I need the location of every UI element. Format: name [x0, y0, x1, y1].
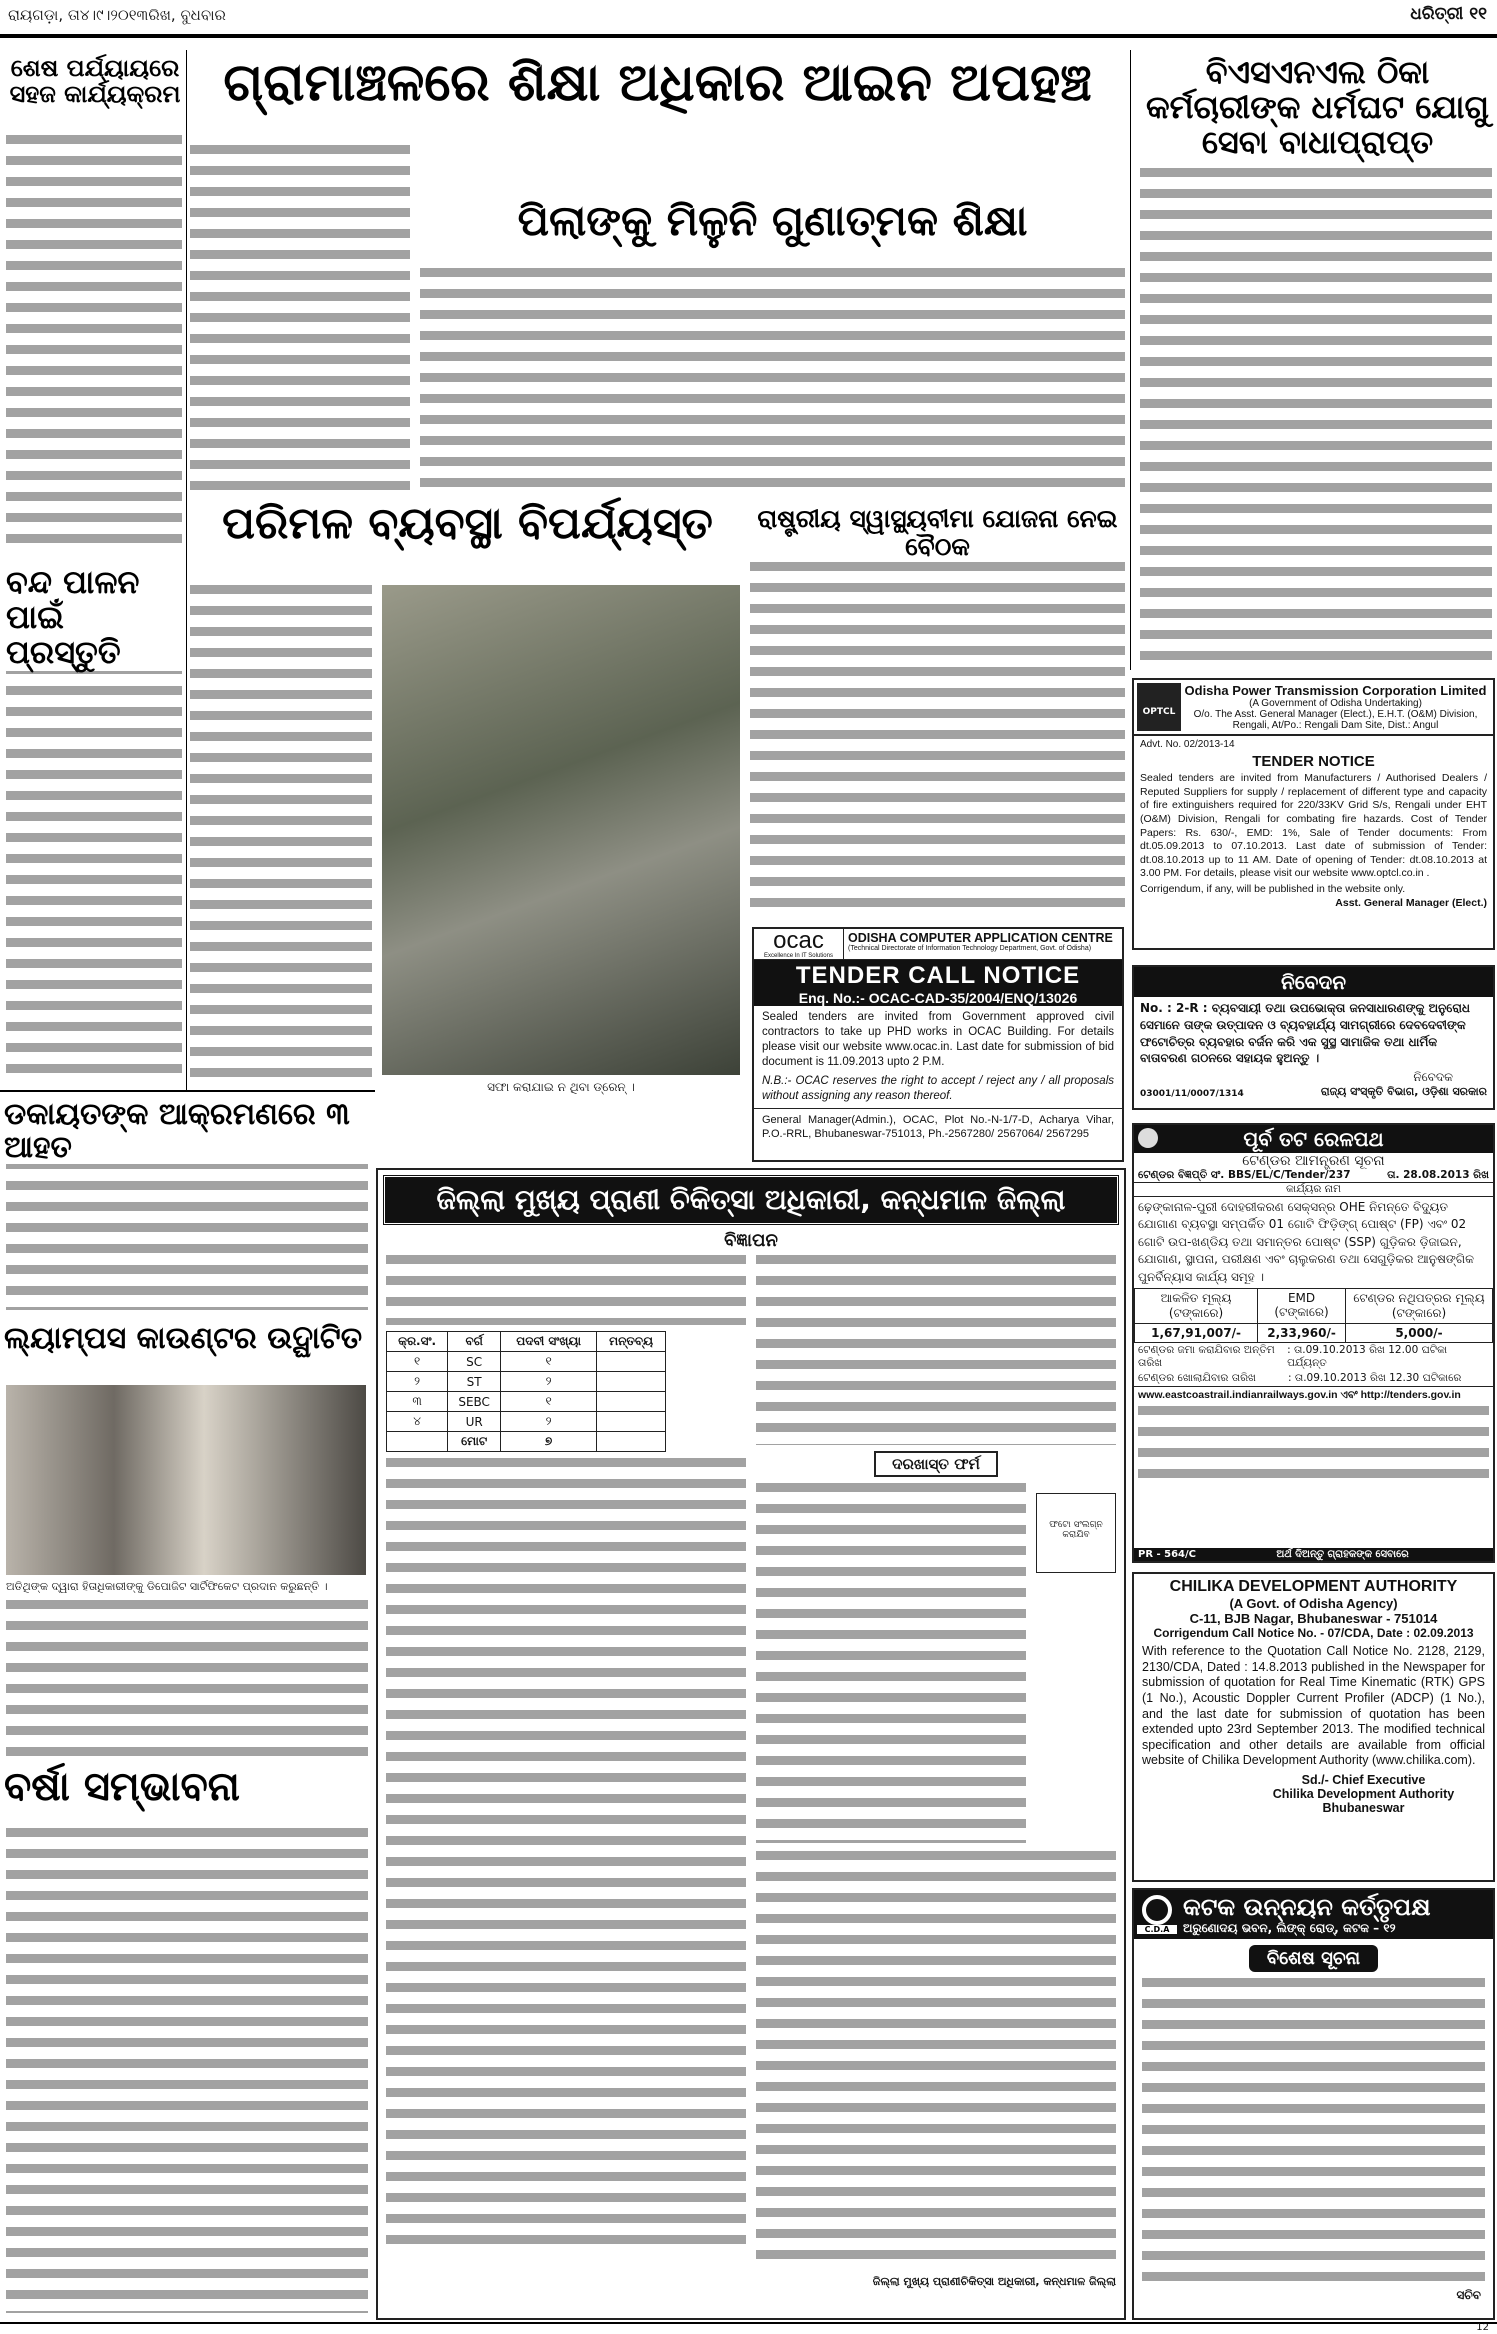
- td: ୧: [501, 1352, 597, 1372]
- ocac-enq: Enq. No.:- OCAC-CAD-35/2004/ENQ/13026: [798, 990, 1078, 1006]
- district-title: ଜିଲ୍ଲା ମୁଖ୍ୟ ପ୍ରାଣୀ ଚିକିତ୍ସା ଅଧିକାରୀ, କନ୍ଧମାଳ ଜିଲ୍ଲା: [382, 1174, 1120, 1226]
- railway-open-label: ଟେଣ୍ଡର ଖୋଲାଯିବାର ତାରିଖ: [1138, 1371, 1256, 1384]
- main-subheadline: ପିଲାଙ୍କୁ ମିଳୁନି ଗୁଣାତ୍ମକ ଶିକ୍ଷା: [420, 198, 1125, 244]
- ad-body: [386, 1255, 746, 1325]
- headline-health: ରାଷ୍ଟ୍ରୀୟ ସ୍ୱାସ୍ଥ୍ୟବୀମା ଯୋଜନା ନେଇ ବୈଠକ: [750, 505, 1125, 560]
- railway-work: ଢ଼େଙ୍କାନାଳ-ପୁରୀ ଦୋହରୀକରଣ ସେକ୍ସନ୍‌ର OHE ନିମନ୍ତେ ବିଦ୍ୟୁତ ଯୋଗାଣ ବ୍ୟବସ୍ଥା ସମ୍ପର୍କିତ 01 ଗୋଟି ଫିଡ଼ିଙ୍ଗ୍ ପୋଷ୍ଟ (FP) ଏବଂ 02 ଗୋଟି ଉପ-ଖଣ୍ଡିୟ ତଥା ସମାନ୍ତର ପୋଷ୍ଟ (SSP) ଗୁଡ଼ିକର ଡ଼ିଜାଇନ, ଯୋଗାଣ, ସ୍ଥାପନା, ପରୀକ୍ଷଣ ଏବଂ ଚାଲୁକରଣ ତଥା ସେଗୁଡ଼ିକର ଆନୁଷଙ୍ଗିକ ପୁନର୍ବିନ୍ୟାସ କାର୍ଯ୍ୟ ସମୂହ ।: [1138, 1200, 1474, 1284]
- railway-close-value: : ତା.09.10.2013 ରିଖ 12.00 ଘଟିକା ପର୍ଯ୍ୟନ୍ତ: [1287, 1343, 1448, 1369]
- nivedan-dept: ରାଜ୍ୟ ସଂସ୍କୃତି ବିଭାଗ, ଓଡ଼ିଶା ସରକାର: [1320, 1085, 1487, 1099]
- railway-footer: ଅର୍ଥ ଦିଅନ୍ତୁ ଗ୍ରାହକଙ୍କ ସେବାରେ: [1276, 1549, 1409, 1560]
- nivedan-title: ନିବେଦନ: [1134, 967, 1493, 997]
- railway-open-value: : ତା.09.10.2013 ରିଖ 12.30 ଘଟିକାରେ: [1288, 1371, 1462, 1384]
- cda-ad: [1132, 1888, 1495, 2320]
- lamps-photo: [6, 1385, 366, 1575]
- nivedan-body: No. : 2-R : ବ୍ୟବସାୟୀ ତଥା ଉପଭୋକ୍ତା ଜନସାଧାରଣଙ୍କୁ ଅନୁରୋଧ ସେମାନେ ତାଙ୍କ ଉତ୍ପାଦନ ଓ ବ୍ୟବହାର୍ଯ୍ୟ ସାମଗ୍ରୀରେ ଦେବଦେବୀଙ୍କ ଫଟୋଚିତ୍ର ବ୍ୟବହାର ବର୍ଜନ କରି ଏକ ସୁସ୍ଥ ସାମାଜିକ ତଥା ଧାର୍ମିକ ବାତାବରଣ ଗଠନରେ ସହାୟକ ହୁଅନ୍ତୁ ।: [1140, 1001, 1470, 1066]
- footer-rule: [0, 2322, 1497, 2324]
- th: କ୍ର.ସଂ.: [387, 1332, 448, 1352]
- optcl-logo: OPTCL: [1137, 683, 1181, 731]
- th: ଟେଣ୍ଡର ନଥିପତ୍ରର ମୂଲ୍ୟ (ଟଙ୍କାରେ): [1346, 1288, 1493, 1323]
- td: [597, 1412, 666, 1432]
- nivedan-sign: ନିବେଦକ: [1413, 1070, 1453, 1085]
- article-body: [1140, 168, 1492, 668]
- ocac-name: ODISHA COMPUTER APPLICATION CENTRE: [848, 931, 1113, 945]
- page-label: ଧରିତ୍ରୀ ୧୧: [1410, 4, 1487, 24]
- th: ବର୍ଗ: [448, 1332, 501, 1352]
- td: ୨: [501, 1412, 597, 1432]
- headline-rain: ବର୍ଷା ସମ୍ଭାବନା: [4, 1765, 374, 1809]
- td: SEBC: [448, 1392, 501, 1412]
- railway-web-link[interactable]: www.eastcoastrail.indianrailways.gov.in ଏବଂ http://tenders.gov.in: [1138, 1388, 1461, 1401]
- chilika-notice: Corrigendum Call Notice No. - 07/CDA, Date : 02.09.2013: [1153, 1626, 1474, 1640]
- railway-logo-icon: [1138, 1128, 1158, 1148]
- ocac-tender-ad: [752, 927, 1124, 1162]
- form-title: ଦରଖାସ୍ତ ଫର୍ମ: [874, 1451, 998, 1477]
- th: ପଦବୀ ସଂଖ୍ୟା: [501, 1332, 597, 1352]
- chilika-sub: (A Govt. of Odisha Agency): [1229, 1596, 1398, 1611]
- article-body: [6, 1160, 368, 1310]
- optcl-title: TENDER NOTICE: [1252, 753, 1375, 770]
- cda-notice-title: ବିଶେଷ ସୂଚନା: [1249, 1945, 1378, 1972]
- main-headline: ଗ୍ରାମାଞ୍ଚଳରେ ଶିକ୍ଷା ଅଧିକାର ଆଇନ ଅପହଞ୍ଚ: [190, 55, 1125, 112]
- page-number: 12: [1476, 2322, 1489, 2333]
- posts-table: [386, 1331, 666, 1452]
- td: [597, 1352, 666, 1372]
- photo-caption: ସଫା କରାଯାଇ ନ ଥିବା ଡ୍ରେନ୍ ।: [487, 1080, 635, 1094]
- section-divider: [0, 1090, 375, 1092]
- td: SC: [448, 1352, 501, 1372]
- td: ୧: [387, 1352, 448, 1372]
- ocac-address: General Manager(Admin.), OCAC, Plot No.-N-1/7-D, Acharya Vihar, P.O.-RRL, Bhubaneswar-751013, Ph.-2567280/ 2567064/ 2567295: [754, 1108, 1122, 1146]
- td: ୧: [501, 1392, 597, 1412]
- railway-code: PR - 564/C: [1138, 1549, 1197, 1560]
- masthead-rule: [0, 34, 1497, 38]
- ocac-nb: N.B.:- OCAC reserves the right to accept / reject any / all proposals without assigning any reason thereof.: [762, 1074, 1114, 1102]
- railway-date: ତା. 28.08.2013 ରିଖ: [1387, 1169, 1489, 1181]
- td: [597, 1432, 666, 1452]
- headline-sanitation: ପରିମଳ ବ୍ୟବସ୍ଥା ବିପର୍ଯ୍ୟସ୍ତ: [190, 500, 745, 548]
- article-body: [420, 268, 1125, 490]
- optcl-name: Odisha Power Transmission Corporation Limited: [1184, 683, 1487, 698]
- railway-subtitle: ଟେଣ୍ଡର ଆମନ୍ତ୍ରଣ ସୂଚନା: [1242, 1153, 1385, 1169]
- article-body: [190, 145, 410, 490]
- chilika-address: C-11, BJB Nagar, Bhubaneswar - 751014: [1189, 1611, 1438, 1626]
- td: [597, 1392, 666, 1412]
- railway-cost-table: [1134, 1288, 1493, 1343]
- article-body: [190, 585, 372, 1085]
- article-body: [6, 1600, 368, 1760]
- cda-logo-text: C.D.A: [1137, 1925, 1177, 1934]
- district-subtitle: ବିଜ୍ଞାପନ: [724, 1230, 778, 1251]
- td: [597, 1372, 666, 1392]
- ocac-logo: ocac: [773, 927, 824, 954]
- photo-box: ଫଟୋ ସଂଲଗ୍ନ କରାଯିବ: [1036, 1493, 1116, 1573]
- td: 1,67,91,007/-: [1135, 1323, 1258, 1342]
- ocac-sub: (Technical Directorate of Information Technology Department, Govt. of Odisha): [848, 945, 1092, 952]
- ad-body: [756, 1255, 1116, 1445]
- th: ମନ୍ତବ୍ୟ: [597, 1332, 666, 1352]
- td: [387, 1432, 448, 1452]
- ad-body: [386, 1458, 746, 2248]
- optcl-office: O/o. The Asst. General Manager (Elect.), E.H.T. (O&M) Division, Rengali, At/Po.: Rengali Dam Site, Dist.: Angul: [1193, 709, 1478, 731]
- cda-title: କଟକ ଉନ୍ନୟନ କର୍ତ୍ତୃପକ୍ଷ: [1183, 1893, 1431, 1921]
- headline-left-top: ଶେଷ ପର୍ଯ୍ୟାୟରେ ସହଜ କାର୍ଯ୍ୟକ୍ରମ: [6, 55, 184, 108]
- railway-tender-ad: [1132, 1123, 1495, 1563]
- td: UR: [448, 1412, 501, 1432]
- district-sign: ଜିଲ୍ଲା ମୁଖ୍ୟ ପ୍ରାଣୀଚିକିତ୍ସା ଅଧିକାରୀ, କନ୍ଧମାଳ ଜିଲ୍ଲା: [872, 2275, 1116, 2288]
- railway-work-label: କାର୍ଯ୍ୟର ନାମ: [1134, 1183, 1493, 1197]
- article-body: [6, 135, 182, 555]
- district-vet-ad: [376, 1168, 1126, 2320]
- article-body: [750, 562, 1125, 918]
- column-divider: [1130, 50, 1131, 670]
- cda-address: ଅରୁଣୋଦୟ ଭବନ, ଲିଙ୍କ୍ ରୋଡ୍, କଟକ – ୧୨: [1183, 1921, 1396, 1935]
- td: 2,33,960/-: [1258, 1323, 1346, 1342]
- td: ST: [448, 1372, 501, 1392]
- railway-body: [1138, 1406, 1489, 1486]
- headline-dacoits: ଡକାୟତଙ୍କ ଆକ୍ରମଣରେ ୩ ଆହତ: [4, 1098, 374, 1164]
- headline-lamps: ଲ୍ୟାମ୍ପସ କାଉଣ୍ଟର ଉଦ୍ଘାଟିତ: [4, 1322, 374, 1355]
- article-body: [6, 1828, 368, 2313]
- chilika-sign: Chilika Development Authority: [1272, 1787, 1455, 1801]
- column-divider: [186, 50, 187, 1090]
- ocac-title: TENDER CALL NOTICE: [795, 962, 1081, 989]
- td: ୨: [387, 1372, 448, 1392]
- td: 5,000/-: [1346, 1323, 1493, 1342]
- dateline: ରାୟଗଡ଼ା, ତା୪।୯।୨୦୧୩ରିଖ, ବୁଧବାର: [8, 6, 226, 24]
- chilika-sign: Sd./- Chief Executive: [1301, 1773, 1426, 1787]
- optcl-corrigendum: Corrigendum, if any, will be published in the website only.: [1140, 883, 1406, 896]
- th: EMD (ଟଙ୍କାରେ): [1258, 1288, 1346, 1323]
- chilika-name: CHILIKA DEVELOPMENT AUTHORITY: [1169, 1578, 1458, 1595]
- th: ଆକଳିତ ମୂଲ୍ୟ (ଟଙ୍କାରେ): [1135, 1288, 1258, 1323]
- form-fields: [756, 1483, 1026, 1843]
- optcl-body: Sealed tenders are invited from Manufacturers / Authorised Dealers / Reputed Suppliers for supply / replacement of different type and capacity of fire extinguishers required for 220/33KV Grid S/s, Rengali under EHT (O&M) Division, Rengali for combating fire hazards. Cost of Tender Papers: Rs. 630/-, EMD: 1%, Sale of Tender documents: From dt.05.09.2013 to 07.10.2013. Last date of submission of Tender: dt.08.10.2013 up to 11 AM. Date of opening of Tender: dt.08.10.2013 at 3.00 PM. For details, please visit our website www.optcl.co.in .: [1140, 772, 1487, 880]
- cda-body: [1142, 1978, 1485, 2288]
- chilika-body: With reference to the Quotation Call Notice No. 2128, 2129, 2130/CDA, Dated : 14.8.2013 published in the Newspaper for submission of quotation for Real Time Kinematic (RTK) GPS (1 No.), Acoustic Doppler Current Profiler (ADCP) (1 No.), and the last date for submission of quotation has been extended upto 23rd September 2013. The modified technical specification and other details are available from official website of Chilika Development Authority (www.chilika.com).: [1142, 1644, 1485, 1768]
- nivedan-ad: [1132, 965, 1495, 1110]
- photo-caption: ଅତିଥିଙ୍କ ଦ୍ୱାରା ହିତାଧିକାରୀଙ୍କୁ ଡିପୋଜିଟ ସାର୍ଟିଫିକେଟ ପ୍ରଦାନ କରୁଛନ୍ତି ।: [6, 1580, 328, 1593]
- td: ୭: [501, 1432, 597, 1452]
- td: ୨: [501, 1372, 597, 1392]
- drain-photo: [382, 585, 740, 1075]
- ocac-tagline: Excellence In IT Solutions: [764, 953, 833, 959]
- optcl-sign: Asst. General Manager (Elect.): [1335, 896, 1487, 909]
- td: ୪: [387, 1412, 448, 1432]
- railway-close-label: ଟେଣ୍ଡର ଜମା କରାଯିବାର ଅନ୍ତିମ ତାରିଖ: [1138, 1343, 1275, 1369]
- nivedan-code: 03001/11/0007/1314: [1140, 1089, 1244, 1100]
- chilika-sign: Bhubaneswar: [1322, 1801, 1405, 1815]
- article-body: [6, 665, 182, 1085]
- headline-bandh: ବନ୍ଦ ପାଳନ ପାଇଁ ପ୍ରସ୍ତୁତି: [6, 565, 184, 671]
- railway-title: ପୂର୍ବ ତଟ ରେଳପଥ: [1243, 1127, 1384, 1151]
- optcl-advt: Advt. No. 02/2013-14: [1140, 739, 1235, 750]
- optcl-sub: (A Government of Odisha Undertaking): [1249, 698, 1422, 709]
- ocac-body: Sealed tenders are invited from Government approved civil contractors to take up PHD works in OCAC Building. For details please visit our website www.ocac.in. Last date for submission of bid document is 11.09.2013 upto 2 P.M.: [762, 1011, 1114, 1068]
- td: ୩: [387, 1392, 448, 1412]
- ad-body: [756, 1851, 1116, 2271]
- cda-logo-icon: [1142, 1895, 1172, 1925]
- chilika-ad: [1132, 1572, 1495, 1882]
- optcl-tender-ad: [1132, 678, 1495, 950]
- cda-sign: ସଚିବ: [1456, 2288, 1481, 2302]
- td: ମୋଟ: [448, 1432, 501, 1452]
- railway-notice-no: ଟେଣ୍ଡର ବିଜ୍ଞପ୍ତି ସଂ. BBS/EL/C/Tender/237: [1138, 1169, 1351, 1181]
- headline-bsnl: ବିଏସଏନଏଲ ଠିକା କର୍ମଚାରୀଙ୍କ ଧର୍ମଘଟ ଯୋଗୁ ସେବା ବାଧାପ୍ରାପ୍ତ: [1140, 55, 1495, 161]
